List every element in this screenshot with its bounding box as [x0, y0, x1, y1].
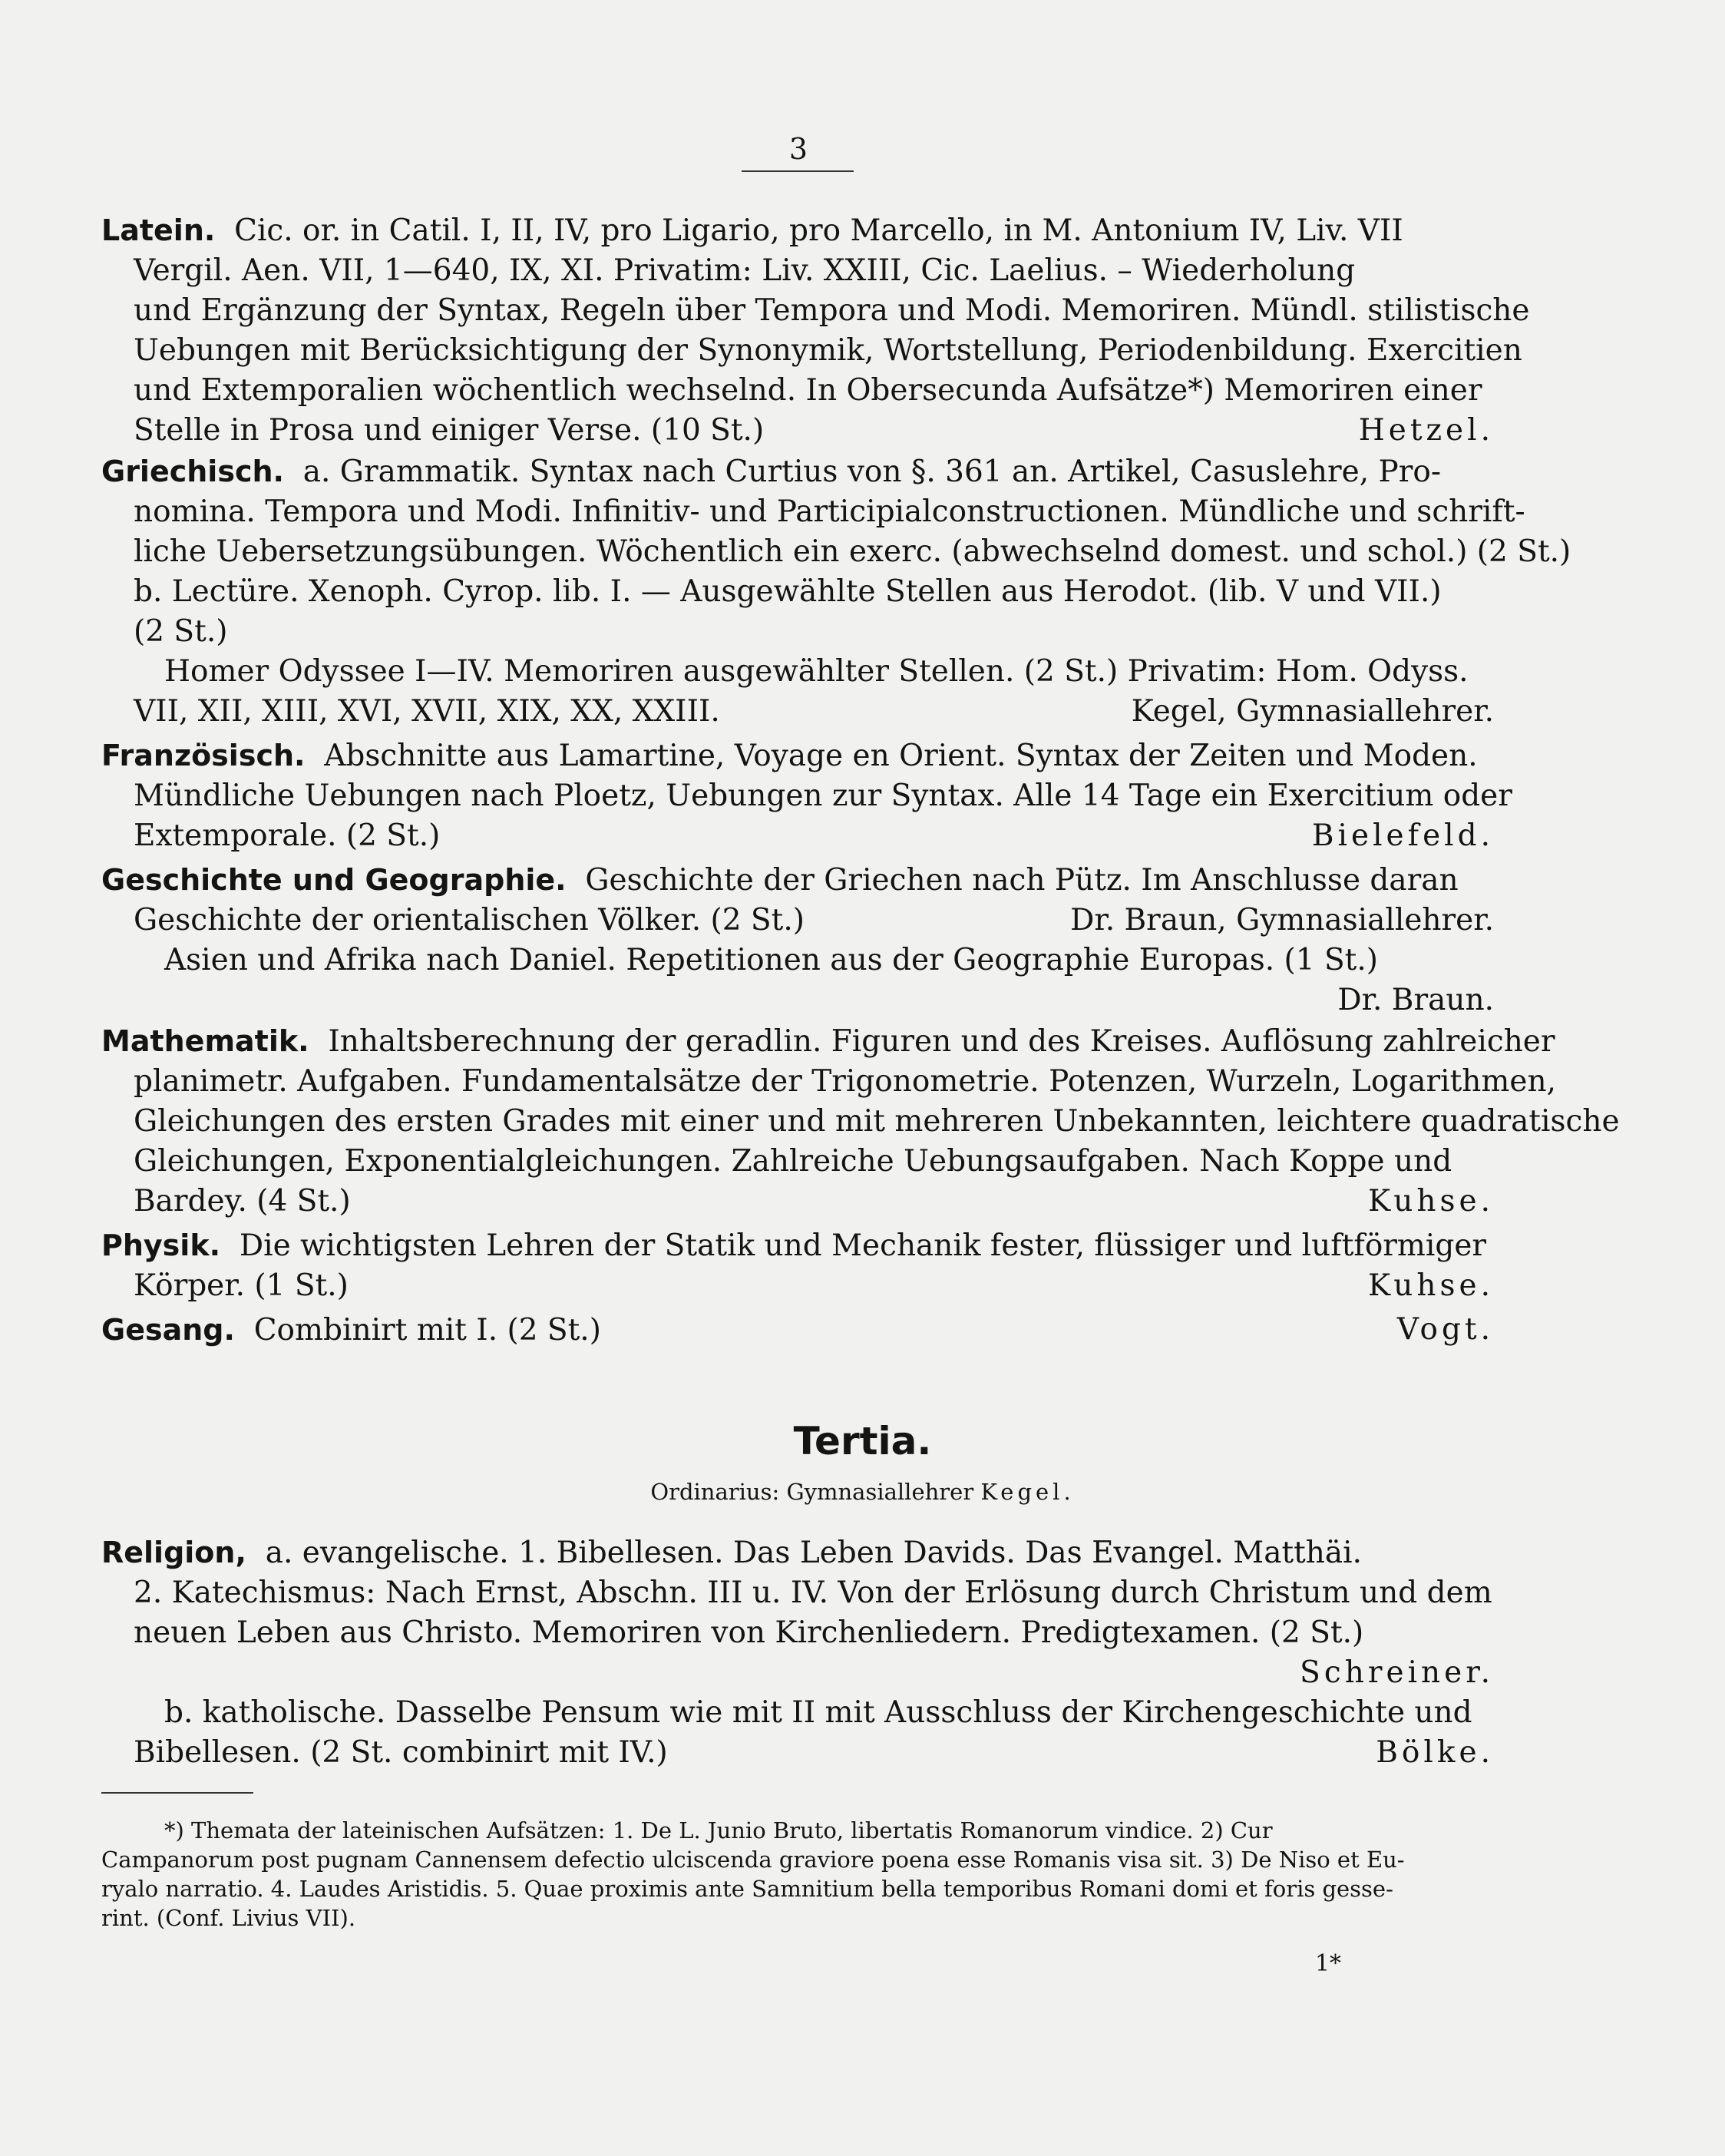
physik-teacher: Kuhse. — [1367, 1268, 1494, 1303]
geschichte-heading: Geschichte und Geographie. — [101, 863, 567, 897]
griechisch-line-5: (2 St.) — [134, 614, 228, 649]
page-number-rule — [742, 170, 854, 172]
latein-line-5: und Extemporalien wöchentlich wechselnd. In Obersecunda Aufsätze*) Memoriren einer — [134, 373, 1482, 408]
griechisch-line-4: b. Lectüre. Xenoph. Cyrop. lib. I. — Ausgewählte Stellen aus Herodot. (lib. V und VII.) — [134, 574, 1442, 609]
griechisch-line-3: liche Uebersetzungsübungen. Wöchentlich ein exerc. (abwechselnd domest. und schol.) (2 St.) — [134, 534, 1571, 569]
religion-line-1 — [101, 1533, 1494, 1573]
gesang-line-1 — [101, 1310, 1494, 1351]
footnote-line-1: *) Themata der lateinischen Aufsätzen: 1. De L. Junio Bruto, libertatis Romanorum vindice. 2) Cur — [164, 1817, 1273, 1844]
griechisch-line-1 — [101, 451, 1494, 492]
latein-line-4: Uebungen mit Berücksichtigung der Synonymik, Wortstellung, Periodenbildung. Exercitien — [134, 333, 1522, 368]
physik-line-2 — [101, 1266, 1494, 1306]
footnote-rule — [101, 1792, 253, 1794]
latein-text-1: Cic. or. in Catil. I, II, IV, pro Ligario, pro Marcello, in M. Antonium IV, Liv. VII — [234, 213, 1403, 248]
section-gesang — [101, 1310, 1494, 1351]
mathematik-line-1 — [101, 1021, 1555, 1062]
religion-line-5: b. katholische. Dasselbe Pensum wie mit II mit Ausschluss der Kirchengeschichte und — [164, 1695, 1472, 1730]
section-geschichte — [101, 860, 1494, 1020]
griechisch-line-7 — [101, 692, 1494, 732]
gesang-text: Combinirt mit I. (2 St.) — [253, 1313, 601, 1348]
latein-line-2: Vergil. Aen. VII, 1—640, IX, XI. Privatim: Liv. XXIII, Cic. Laelius. – Wiederholung — [134, 253, 1356, 288]
tertia-ordinarius-label: Ordinarius: Gymnasiallehrer — [650, 1479, 974, 1505]
religion-teacher-2: Bölke. — [1376, 1735, 1494, 1770]
footnote-line-4: rint. (Conf. Livius VII). — [101, 1905, 356, 1931]
tertia-ordinarius — [0, 1479, 1725, 1505]
latein-line-3: und Ergänzung der Syntax, Regeln über Tempora und Modi. Memoriren. Mündl. stilistische — [134, 293, 1530, 328]
physik-line-1 — [101, 1225, 1494, 1266]
griechisch-text-1: a. Grammatik. Syntax nach Curtius von §. 361 an. Artikel, Casuslehre, Pro- — [302, 455, 1442, 489]
griechisch-line-2: nomina. Tempora und Modi. Infinitiv- und Participialconstructionen. Mündliche und schrift- — [134, 494, 1525, 529]
geschichte-teacher-1: Dr. Braun, Gymnasiallehrer. — [1070, 903, 1494, 937]
latein-line-6 — [101, 411, 1494, 451]
mathematik-line-3: Gleichungen des ersten Grades mit einer und mit mehreren Unbekannten, leichtere quadratische — [134, 1104, 1620, 1139]
religion-line-3: neuen Leben aus Christo. Memoriren von Kirchenliedern. Predigtexamen. (2 St.) — [134, 1615, 1364, 1650]
gesang-teacher: Vogt. — [1396, 1312, 1494, 1347]
latein-heading: Latein. — [101, 213, 216, 247]
latein-last: Stelle in Prosa und einiger Verse. (10 St.) — [134, 413, 765, 448]
section-griechisch — [101, 451, 1571, 732]
footnote-line-2: Campanorum post pugnam Cannensem defectio ulciscenda graviore poena esse Romanis visa sit. 3) De Niso et Eu- — [101, 1847, 1405, 1873]
mathematik-teacher: Kuhse. — [1367, 1184, 1494, 1219]
physik-heading: Physik. — [101, 1228, 221, 1262]
religion-teacher-1: Schreiner. — [1300, 1655, 1494, 1690]
section-latein — [101, 210, 1530, 451]
franzoesisch-text-1: Abschnitte aus Lamartine, Voyage en Orient. Syntax der Zeiten und Moden. — [324, 739, 1478, 773]
franzoesisch-line-1 — [101, 736, 1494, 776]
franzoesisch-teacher: Bielefeld. — [1311, 818, 1494, 853]
religion-last: Bibellesen. (2 St. combinirt mit IV.) — [134, 1735, 668, 1770]
latein-teacher: Hetzel. — [1358, 413, 1494, 448]
tertia-ordinarius-name: Kegel. — [980, 1479, 1075, 1505]
mathematik-heading: Mathematik. — [101, 1024, 309, 1058]
mathematik-text-1: Inhaltsberechnung der geradlin. Figuren und des Kreises. Auflösung zahlreicher — [328, 1024, 1555, 1059]
geschichte-line-3: Asien und Afrika nach Daniel. Repetitionen aus der Geographie Europas. (1 St.) — [164, 943, 1378, 977]
mathematik-last: Bardey. (4 St.) — [134, 1184, 351, 1219]
franzoesisch-heading: Französisch. — [101, 739, 306, 772]
geschichte-teacher-2: Dr. Braun. — [1337, 983, 1494, 1017]
religion-line-2: 2. Katechismus: Nach Ernst, Abschn. III u. IV. Von der Erlösung durch Christum und dem — [134, 1576, 1492, 1610]
franzoesisch-line-2: Mündliche Uebungen nach Ploetz, Uebungen zur Syntax. Alle 14 Tage ein Exercitium oder — [134, 779, 1512, 813]
religion-line-4 — [101, 1653, 1494, 1693]
griechisch-heading: Griechisch. — [101, 455, 284, 488]
griechisch-teacher: Kegel, Gymnasiallehrer. — [1131, 694, 1494, 729]
signature-mark: 1* — [1314, 1950, 1342, 1977]
footnote — [101, 1816, 1494, 1933]
mathematik-line-4: Gleichungen, Exponentialgleichungen. Zahlreiche Uebungsaufgaben. Nach Koppe und — [134, 1144, 1452, 1179]
griechisch-last: VII, XII, XIII, XVI, XVII, XIX, XX, XXIII. — [134, 694, 720, 729]
section-mathematik — [101, 1021, 1620, 1222]
section-physik — [101, 1225, 1494, 1306]
geschichte-line-2 — [101, 901, 1494, 941]
griechisch-line-6: Homer Odyssee I—IV. Memoriren ausgewählter Stellen. (2 St.) Privatim: Hom. Odyss. — [164, 654, 1469, 689]
franzoesisch-line-3 — [101, 816, 1494, 856]
religion-text-1: a. evangelische. 1. Bibellesen. Das Leben Davids. Das Evangel. Matthäi. — [265, 1536, 1363, 1570]
geschichte-text-2: Geschichte der orientalischen Völker. (2 St.) — [134, 903, 805, 937]
physik-last: Körper. (1 St.) — [134, 1268, 349, 1303]
page-number: 3 — [788, 132, 808, 166]
section-religion — [101, 1533, 1494, 1773]
mathematik-line-5 — [101, 1182, 1494, 1222]
geschichte-line-1 — [101, 860, 1494, 901]
tertia-title: Tertia. — [793, 1419, 932, 1463]
footnote-line-3: ryalo narratio. 4. Laudes Aristidis. 5. Quae proximis ante Samnitium bella temporibus Romani domi et foris gesse- — [101, 1876, 1393, 1902]
section-franzoesisch — [101, 736, 1512, 856]
latein-line-1 — [101, 210, 1494, 251]
religion-heading: Religion, — [101, 1536, 246, 1569]
gesang-heading: Gesang. — [101, 1313, 235, 1347]
physik-text-1: Die wichtigsten Lehren der Statik und Mechanik fester, flüssiger und luftförmiger — [239, 1228, 1487, 1263]
franzoesisch-last: Extemporale. (2 St.) — [134, 818, 441, 853]
mathematik-line-2: planimetr. Aufgaben. Fundamentalsätze der Trigonometrie. Potenzen, Wurzeln, Logarithmen, — [134, 1064, 1556, 1099]
religion-line-6 — [101, 1733, 1494, 1773]
geschichte-line-4 — [101, 980, 1494, 1020]
geschichte-text-1: Geschichte der Griechen nach Pütz. Im Anschlusse daran — [585, 863, 1459, 898]
